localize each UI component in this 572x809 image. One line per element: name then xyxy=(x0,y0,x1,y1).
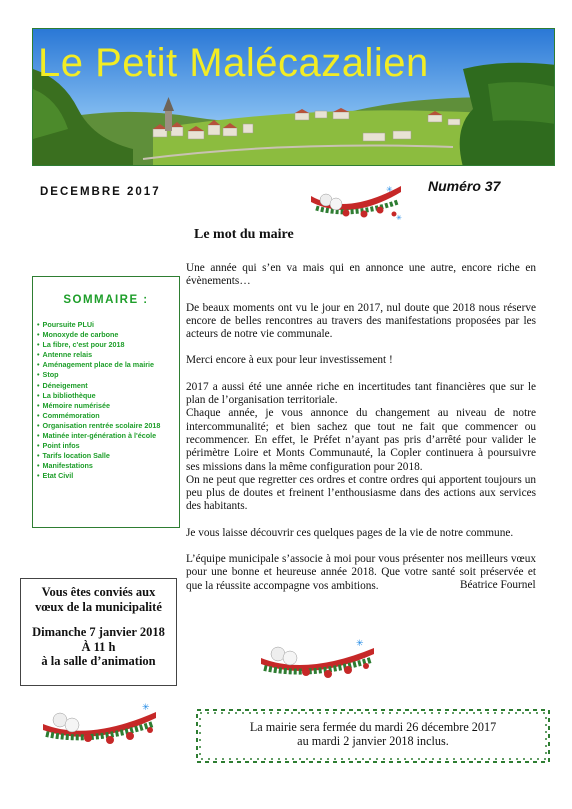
editorial-paragraph: Chaque année, je vous annonce du changement au niveau de notre intercommunalité; et bien sachez que tout ne fait que commencer ou recommencer. En effet, le Préfet n’ayant pas pris d’arrêté pour valider le périmètre Loire et Monts Communauté, la Copler continuera à poursuivre ses missions dans la même configuration pour 2018. xyxy=(186,407,536,473)
toc-item: • La bibliothèque xyxy=(37,391,179,401)
toc-item: • Stop xyxy=(37,370,179,380)
toc-item: • Point infos xyxy=(37,441,179,451)
toc-item: • Aménagement place de la mairie xyxy=(37,360,179,370)
toc-item: • Matinée inter-génération à l'école xyxy=(37,431,179,441)
toc-item: • Déneigement xyxy=(37,381,179,391)
svg-text:✳: ✳ xyxy=(386,185,393,194)
issue-date: DECEMBRE 2017 xyxy=(40,186,161,198)
invitation-time: À 11 h xyxy=(81,639,116,654)
editorial-paragraph: Merci encore à eux pour leur investissement ! xyxy=(186,354,393,367)
christmas-ribbon-decoration xyxy=(306,178,406,222)
closing-notice xyxy=(193,706,553,766)
editorial-text xyxy=(186,262,536,606)
closing-notice-line: La mairie sera fermée du mardi 26 décembre 2017 xyxy=(249,720,497,734)
editorial-paragraph: De beaux moments ont vu le jour en 2017, nul doute que 2018 nous réserve encore de belles rencontres au travers des manifestations proposées par les acteurs de notre vie communale. xyxy=(186,301,536,341)
table-of-contents xyxy=(32,276,180,528)
editorial-paragraph: L’équipe municipale s’associe à moi pour vous présenter nos meilleurs vœux pour une bonne et heureuse année 2018. Que votre santé soit préservée et que la réussite accompagne vos ambitions. xyxy=(186,553,536,592)
toc-item: • La fibre, c'est pour 2018 xyxy=(37,340,179,350)
toc-item: • Poursuite PLUi xyxy=(37,320,179,330)
toc-item: • Monoxyde de carbone xyxy=(37,330,179,340)
toc-item: • Commémoration xyxy=(37,411,179,421)
editorial-title: Le mot du maire xyxy=(194,227,294,242)
christmas-ribbon-decoration xyxy=(38,698,162,746)
invitation-line: vœux de la municipalité xyxy=(35,599,162,614)
header-banner xyxy=(32,28,555,166)
toc-item: • Organisation rentrée scolaire 2018 xyxy=(37,421,179,431)
signature: Béatrice Fournel xyxy=(460,579,536,591)
table-of-contents-list xyxy=(37,320,179,482)
editorial-paragraph: Je vous laisse découvrir ces quelques pages de la vie de notre commune. xyxy=(186,526,514,539)
editorial-paragraph: On ne peut que regretter ces ordres et contre ordres qui apportent toujours un peu plus de doutes et freinent l’enthousiasme dans des actions aux services des habitants. xyxy=(186,473,536,513)
toc-item: • Manifestations xyxy=(37,461,179,471)
christmas-ribbon-decoration xyxy=(256,632,378,680)
toc-item: • Etat Civil xyxy=(37,471,179,481)
editorial-paragraph: Une année qui s’en va mais qui en annonce une autre, encore riche en évènements… xyxy=(186,262,536,288)
issue-number: Numéro 37 xyxy=(428,178,501,194)
svg-text:✳: ✳ xyxy=(396,214,402,222)
invitation-box xyxy=(20,578,177,686)
toc-item: • Mémoire numérisée xyxy=(37,401,179,411)
toc-item: • Antenne relais xyxy=(37,350,179,360)
svg-text:✳: ✳ xyxy=(356,638,364,648)
closing-notice-line: au mardi 2 janvier 2018 inclus. xyxy=(297,734,449,748)
invitation-date: Dimanche 7 janvier 2018 xyxy=(32,625,165,640)
newsletter-title: Le Petit Malécazalien xyxy=(38,41,429,85)
table-of-contents-title: SOMMAIRE : xyxy=(63,294,149,306)
toc-item: • Tarifs location Salle xyxy=(37,451,179,461)
editorial-paragraph: 2017 a aussi été une année riche en incertitudes tant financières que sur le plan de l’organisation territoriale. xyxy=(186,380,536,407)
invitation-line: Vous êtes conviés aux xyxy=(41,585,156,599)
invitation-location: à la salle d’animation xyxy=(41,654,156,669)
svg-text:✳: ✳ xyxy=(142,702,150,712)
